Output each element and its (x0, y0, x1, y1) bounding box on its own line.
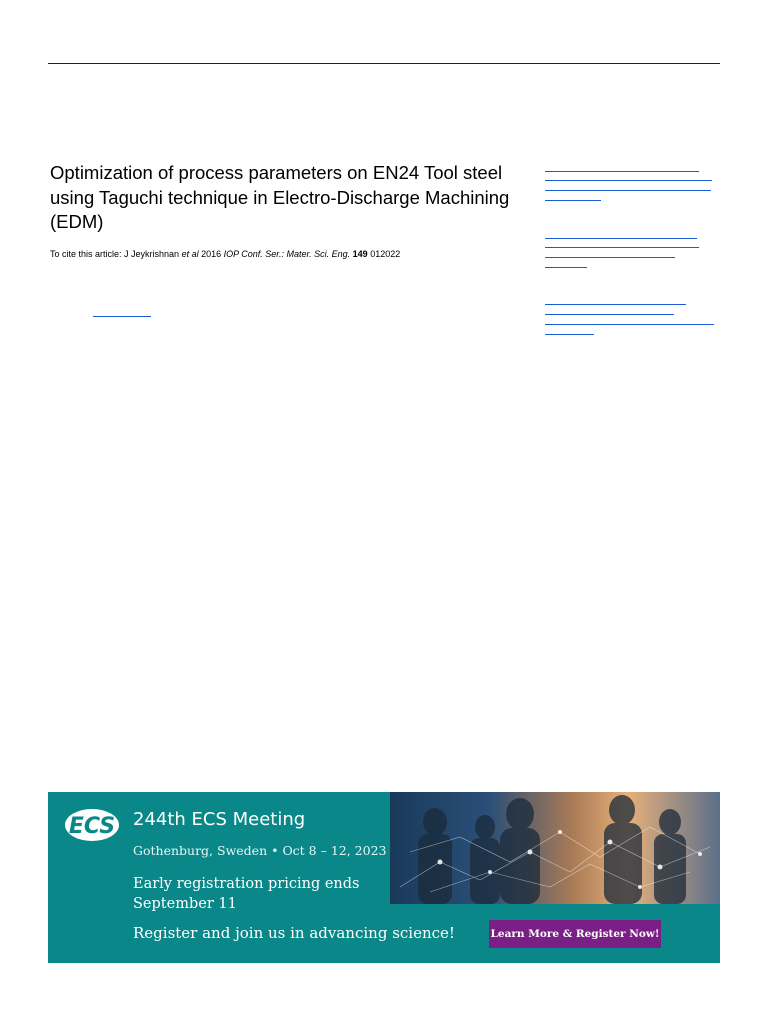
ecs-logo-icon (64, 808, 120, 842)
network-illustration-icon (390, 792, 720, 904)
related-link-1[interactable] (545, 190, 711, 191)
related-link-3[interactable] (545, 324, 714, 325)
svg-text:ECS: ECS (68, 814, 116, 839)
related-link-3[interactable] (545, 304, 686, 305)
citation-article: 012022 (367, 249, 401, 259)
citation-prefix: To cite this article: J Jeykrishnan (50, 249, 182, 259)
related-link-1[interactable] (545, 171, 699, 172)
related-link-2[interactable] (545, 247, 699, 248)
citation-journal: IOP Conf. Ser.: Mater. Sci. Eng. (223, 249, 351, 259)
related-link-2[interactable] (545, 257, 675, 258)
related-link-2[interactable] (545, 238, 697, 239)
banner-register-text: Register and join us in advancing science! (133, 924, 455, 942)
related-link-1[interactable] (545, 200, 601, 201)
banner-early-registration: Early registration pricing ends September 11 (133, 876, 360, 912)
citation-year: 2016 (198, 249, 224, 259)
banner-people-network-image (390, 792, 720, 904)
related-link-2[interactable] (545, 267, 587, 268)
view-article-link[interactable] (93, 316, 151, 317)
learn-more-register-button[interactable]: Learn More & Register Now! (489, 920, 661, 948)
ecs-banner[interactable] (48, 792, 720, 963)
related-link-1[interactable] (545, 180, 712, 181)
related-link-3[interactable] (545, 314, 674, 315)
header-rule (48, 63, 720, 64)
citation-etal: et al (181, 249, 199, 259)
banner-location-date: Gothenburg, Sweden • Oct 8 – 12, 2023 (133, 843, 387, 858)
related-link-3[interactable] (545, 334, 594, 335)
citation (50, 248, 530, 260)
article-title: Optimization of process parameters on EN24 Tool steel using Taguchi technique in Electro-Discharge Machining (EDM) (50, 162, 510, 232)
citation-volume: 149 (352, 249, 368, 259)
banner-title: 244th ECS Meeting (133, 809, 306, 830)
